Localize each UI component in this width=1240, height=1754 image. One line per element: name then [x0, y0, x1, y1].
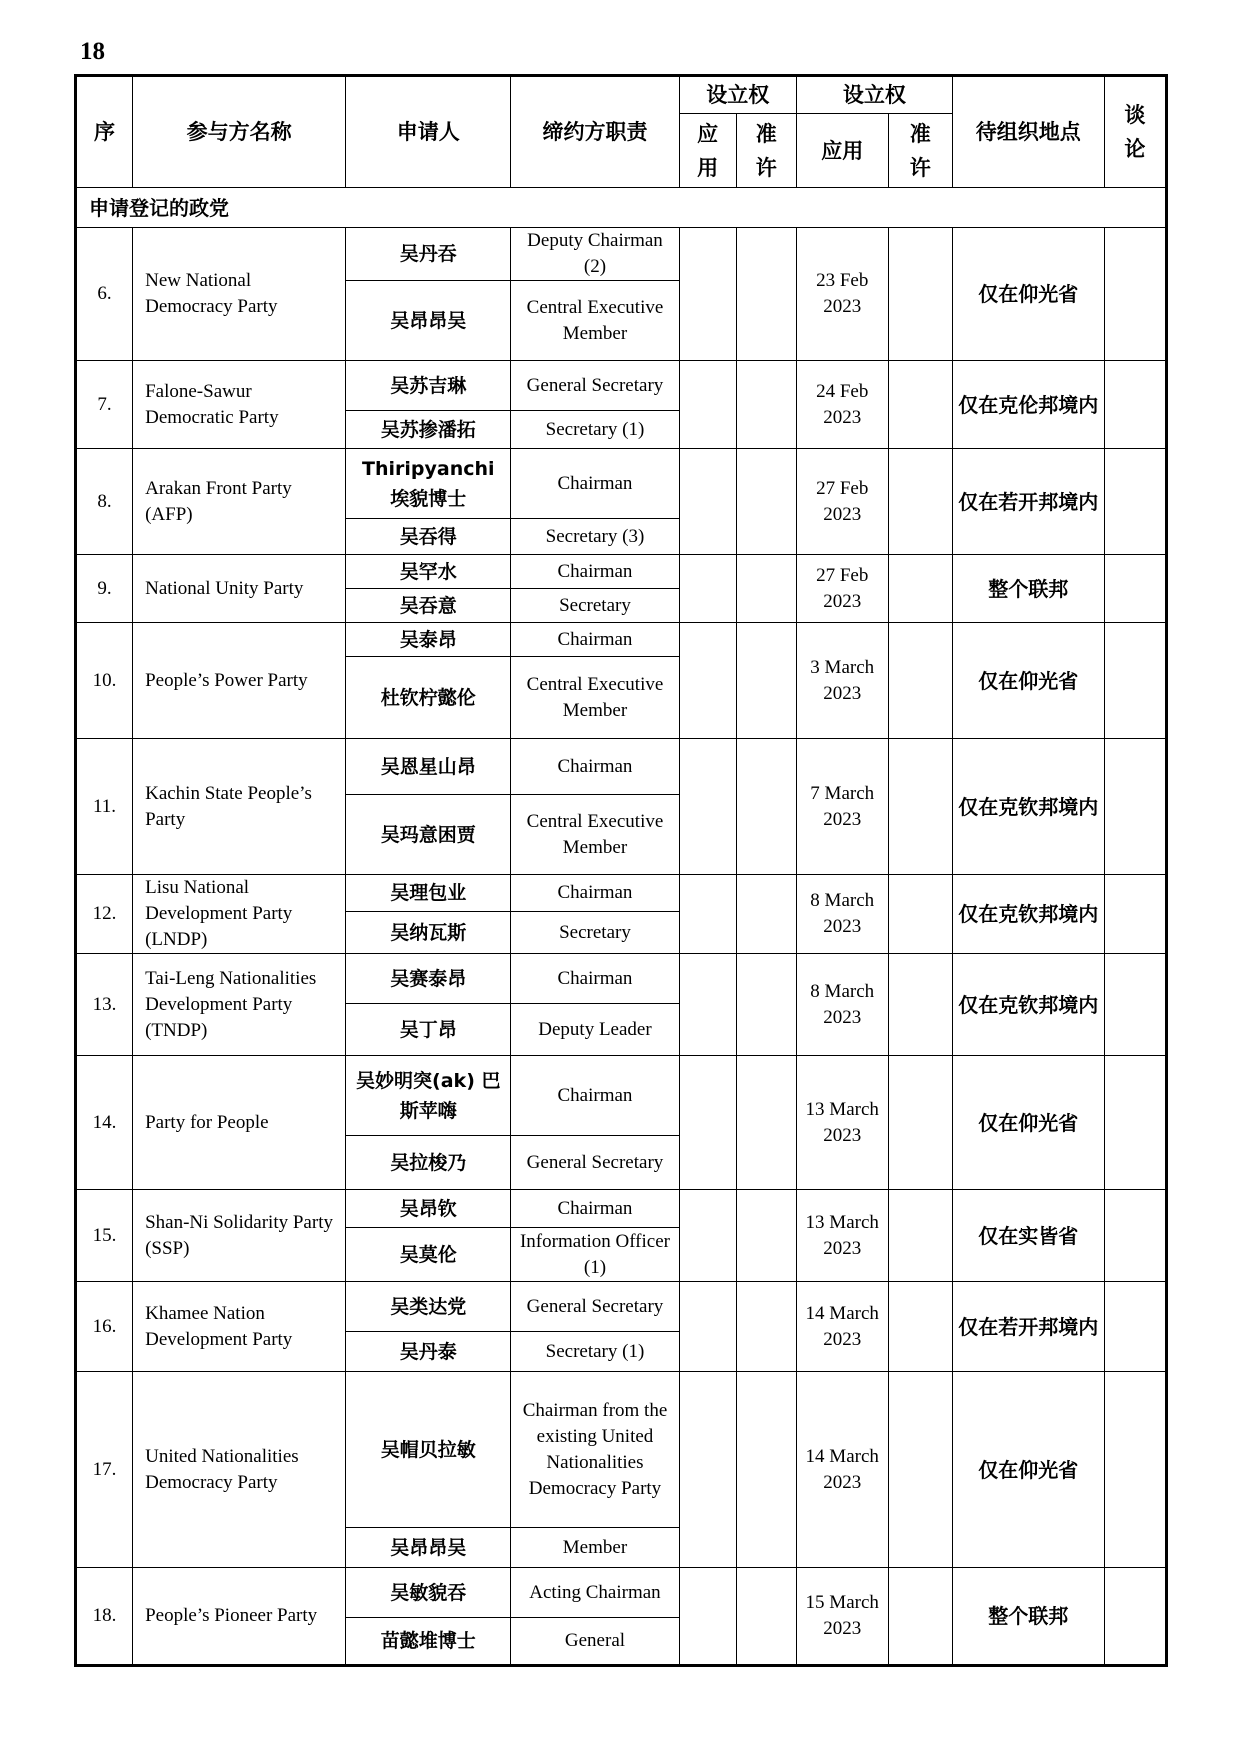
applicant-role: Central Executive Member [511, 795, 679, 875]
discuss-cell [1104, 555, 1166, 623]
applicant-role: General Secretary [511, 1282, 679, 1332]
applicant-role: Chairman from the existing United Nationalities Democracy Party [511, 1372, 679, 1528]
approve-2-cell [888, 1056, 952, 1190]
applicant-name: 吴恩星山昂 [346, 739, 511, 795]
organize-location: 仅在仰光省 [952, 228, 1104, 361]
organize-location: 仅在克钦邦境内 [952, 875, 1104, 954]
apply-1-cell [679, 623, 736, 739]
discuss-cell [1104, 361, 1166, 449]
approve-2-cell [888, 623, 952, 739]
applicant-name: 吴吞得 [346, 519, 511, 555]
apply-1-cell [679, 449, 736, 555]
apply-1-cell [679, 1190, 736, 1282]
apply-1-cell [679, 1282, 736, 1372]
applicant-name: 杜钦柠懿伦 [346, 657, 511, 739]
approve-1-cell [736, 449, 796, 555]
apply-date: 8 March 2023 [796, 954, 888, 1056]
organize-location: 整个联邦 [952, 555, 1104, 623]
approve-2-cell [888, 739, 952, 875]
party-row [76, 1056, 1167, 1136]
approve-1-cell [736, 1282, 796, 1372]
approve-2-cell [888, 954, 952, 1056]
row-number: 12. [76, 875, 133, 954]
party-row [76, 954, 1167, 1004]
row-number: 18. [76, 1568, 133, 1666]
applicant-name: 吴苏吉琳 [346, 361, 511, 411]
applicant-role: Chairman [511, 449, 679, 519]
party-name: Party for People [133, 1056, 346, 1190]
row-number: 11. [76, 739, 133, 875]
row-number: 10. [76, 623, 133, 739]
approve-1-cell [736, 1372, 796, 1568]
party-name: People’s Power Party [133, 623, 346, 739]
party-row [76, 361, 1167, 411]
discuss-cell [1104, 1190, 1166, 1282]
applicant-role: Central Executive Member [511, 657, 679, 739]
organize-location: 整个联邦 [952, 1568, 1104, 1666]
approve-1-cell [736, 954, 796, 1056]
applicant-role: Secretary (1) [511, 411, 679, 449]
organize-location: 仅在若开邦境内 [952, 1282, 1104, 1372]
approve-2-cell [888, 449, 952, 555]
party-name: Khamee Nation Development Party [133, 1282, 346, 1372]
row-number: 8. [76, 449, 133, 555]
section-title: 申请登记的政党 [76, 188, 1167, 228]
discuss-cell [1104, 875, 1166, 954]
applicant-name: 吴吞意 [346, 589, 511, 623]
party-row [76, 1190, 1167, 1228]
apply-date: 3 March 2023 [796, 623, 888, 739]
discuss-cell [1104, 228, 1166, 361]
approve-1-cell [736, 875, 796, 954]
apply-1-cell [679, 1372, 736, 1568]
approve-1-cell [736, 228, 796, 361]
party-row [76, 1568, 1167, 1618]
applicant-role: Chairman [511, 954, 679, 1004]
organize-location: 仅在克伦邦境内 [952, 361, 1104, 449]
applicant-role: Chairman [511, 555, 679, 589]
apply-1-cell [679, 361, 736, 449]
organize-location: 仅在仰光省 [952, 623, 1104, 739]
apply-date: 14 March 2023 [796, 1372, 888, 1568]
apply-date: 13 March 2023 [796, 1190, 888, 1282]
party-name: Kachin State People’s Party [133, 739, 346, 875]
applicant-name: 吴丹吞 [346, 228, 511, 281]
approve-2-cell [888, 1372, 952, 1568]
discuss-cell [1104, 1568, 1166, 1666]
party-name: Tai-Leng Nationalities Development Party (TNDP) [133, 954, 346, 1056]
header-apply-1: 应 用 [679, 114, 736, 188]
header-apply-2: 应用 [796, 114, 888, 188]
applicant-role: Central Executive Member [511, 281, 679, 361]
apply-date: 27 Feb 2023 [796, 555, 888, 623]
approve-1-cell [736, 555, 796, 623]
party-row [76, 1372, 1167, 1528]
applicant-name: 吴类达党 [346, 1282, 511, 1332]
applicant-name: 吴理包业 [346, 875, 511, 912]
approve-2-cell [888, 1568, 952, 1666]
apply-1-cell [679, 1568, 736, 1666]
applicant-role: Secretary [511, 589, 679, 623]
apply-1-cell [679, 228, 736, 361]
applicant-name: 吴昂昂吴 [346, 281, 511, 361]
organize-location: 仅在若开邦境内 [952, 449, 1104, 555]
applicant-role: Secretary [511, 912, 679, 954]
apply-1-cell [679, 1056, 736, 1190]
apply-date: 27 Feb 2023 [796, 449, 888, 555]
party-row [76, 1282, 1167, 1332]
header-party-name: 参与方名称 [133, 76, 346, 188]
applicant-name: 吴莫伦 [346, 1228, 511, 1282]
applicant-name: 吴帽贝拉敏 [346, 1372, 511, 1528]
apply-date: 7 March 2023 [796, 739, 888, 875]
row-number: 17. [76, 1372, 133, 1568]
applicant-role: Chairman [511, 623, 679, 657]
party-name: Shan-Ni Solidarity Party (SSP) [133, 1190, 346, 1282]
applicant-role: Secretary (1) [511, 1332, 679, 1372]
applicant-name: 吴赛泰昂 [346, 954, 511, 1004]
party-name: Falone-Sawur Democratic Party [133, 361, 346, 449]
row-number: 16. [76, 1282, 133, 1372]
discuss-cell [1104, 1282, 1166, 1372]
applicant-role: Chairman [511, 1056, 679, 1136]
discuss-cell [1104, 739, 1166, 875]
party-name: Lisu National Development Party (LNDP) [133, 875, 346, 954]
approve-2-cell [888, 1282, 952, 1372]
party-row [76, 228, 1167, 281]
party-name: People’s Pioneer Party [133, 1568, 346, 1666]
row-number: 9. [76, 555, 133, 623]
discuss-cell [1104, 954, 1166, 1056]
applicant-role: Chairman [511, 739, 679, 795]
approve-1-cell [736, 623, 796, 739]
page-number: 18 [80, 38, 105, 65]
apply-date: 24 Feb 2023 [796, 361, 888, 449]
applicant-name: 吴苏掺潘拓 [346, 411, 511, 449]
header-applicant: 申请人 [346, 76, 511, 188]
applicant-name: 吴罕水 [346, 555, 511, 589]
apply-date: 13 March 2023 [796, 1056, 888, 1190]
row-number: 13. [76, 954, 133, 1056]
header-location: 待组织地点 [952, 76, 1104, 188]
party-row [76, 449, 1167, 519]
party-row [76, 555, 1167, 589]
row-number: 15. [76, 1190, 133, 1282]
applicant-role: Deputy Chairman (2) [511, 228, 679, 281]
header-discuss: 谈 论 [1104, 76, 1166, 188]
party-name: New National Democracy Party [133, 228, 346, 361]
applicant-name: 吴昂昂吴 [346, 1528, 511, 1568]
discuss-cell [1104, 1056, 1166, 1190]
applicant-name: 苗懿堆博士 [346, 1618, 511, 1666]
approve-1-cell [736, 1056, 796, 1190]
approve-2-cell [888, 228, 952, 361]
approve-1-cell [736, 1190, 796, 1282]
party-registration-table [74, 74, 1168, 1667]
applicant-role: Chairman [511, 1190, 679, 1228]
applicant-role: Deputy Leader [511, 1004, 679, 1056]
organize-location: 仅在克钦邦境内 [952, 954, 1104, 1056]
header-seq: 序 [76, 76, 133, 188]
applicant-name: Thiripyanchi 埃貌博士 [346, 449, 511, 519]
party-name: Arakan Front Party (AFP) [133, 449, 346, 555]
approve-2-cell [888, 875, 952, 954]
organize-location: 仅在仰光省 [952, 1056, 1104, 1190]
header-approve-2: 准 许 [888, 114, 952, 188]
apply-date: 23 Feb 2023 [796, 228, 888, 361]
apply-1-cell [679, 875, 736, 954]
approve-1-cell [736, 361, 796, 449]
applicant-name: 吴丹泰 [346, 1332, 511, 1372]
row-number: 14. [76, 1056, 133, 1190]
organize-location: 仅在克钦邦境内 [952, 739, 1104, 875]
applicant-role: Acting Chairman [511, 1568, 679, 1618]
applicant-name: 吴昂钦 [346, 1190, 511, 1228]
applicant-name: 吴拉梭乃 [346, 1136, 511, 1190]
approve-2-cell [888, 361, 952, 449]
applicant-name: 吴玛意困贾 [346, 795, 511, 875]
approve-2-cell [888, 1190, 952, 1282]
apply-date: 15 March 2023 [796, 1568, 888, 1666]
organize-location: 仅在实皆省 [952, 1190, 1104, 1282]
header-group-1: 设立权 [679, 76, 796, 114]
applicant-role: General [511, 1618, 679, 1666]
applicant-role: Chairman [511, 875, 679, 912]
header-group-2: 设立权 [796, 76, 952, 114]
applicant-role: General Secretary [511, 1136, 679, 1190]
row-number: 7. [76, 361, 133, 449]
applicant-role: General Secretary [511, 361, 679, 411]
applicant-role: Member [511, 1528, 679, 1568]
party-row [76, 875, 1167, 912]
discuss-cell [1104, 449, 1166, 555]
party-name: United Nationalities Democracy Party [133, 1372, 346, 1568]
applicant-name: 吴敏貌吞 [346, 1568, 511, 1618]
apply-1-cell [679, 954, 736, 1056]
apply-date: 8 March 2023 [796, 875, 888, 954]
apply-1-cell [679, 555, 736, 623]
approve-1-cell [736, 739, 796, 875]
party-row [76, 623, 1167, 657]
discuss-cell [1104, 623, 1166, 739]
apply-1-cell [679, 739, 736, 875]
party-name: National Unity Party [133, 555, 346, 623]
header-approve-1: 准 许 [736, 114, 796, 188]
applicant-name: 吴纳瓦斯 [346, 912, 511, 954]
applicant-name: 吴丁昂 [346, 1004, 511, 1056]
header-role: 缔约方职责 [511, 76, 679, 188]
discuss-cell [1104, 1372, 1166, 1568]
party-row [76, 739, 1167, 795]
row-number: 6. [76, 228, 133, 361]
applicant-role: Information Officer (1) [511, 1228, 679, 1282]
applicant-name: 吴泰昂 [346, 623, 511, 657]
approve-1-cell [736, 1568, 796, 1666]
applicant-role: Secretary (3) [511, 519, 679, 555]
organize-location: 仅在仰光省 [952, 1372, 1104, 1568]
apply-date: 14 March 2023 [796, 1282, 888, 1372]
applicant-name: 吴妙明突(ak) 巴斯苹嗨 [346, 1056, 511, 1136]
approve-2-cell [888, 555, 952, 623]
